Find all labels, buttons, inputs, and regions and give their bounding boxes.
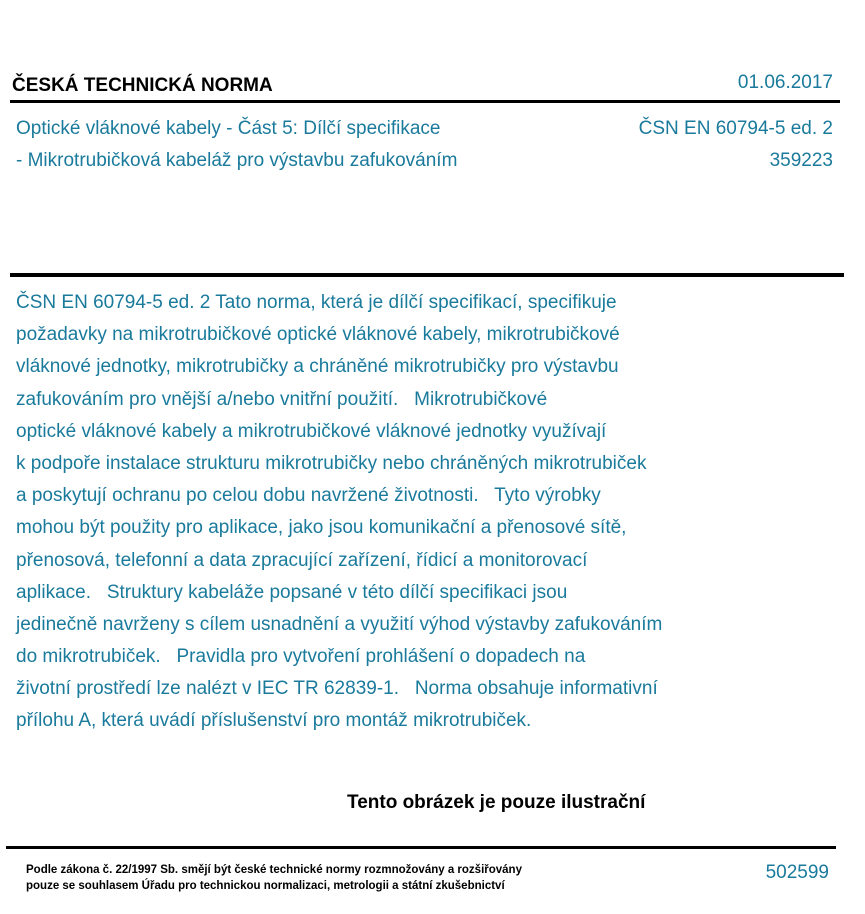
standard-title-line-2: - Mikrotrubičková kabeláž pro výstavbu zafukováním (16, 150, 458, 171)
abstract-line: životní prostředí lze nalézt v IEC TR 62839-1. Norma obsahuje informativní (16, 678, 658, 700)
catalog-number: 359223 (769, 150, 833, 171)
abstract-line: přenosová, telefonní a data zpracující zařízení, řídicí a monitorovací (16, 549, 588, 571)
abstract-line: jedinečně navrženy s cílem usnadnění a využití výhod výstavby zafukováním (16, 613, 663, 635)
abstract-text (16, 287, 776, 738)
abstract-line: do mikrotrubiček. Pravidla pro vytvoření prohlášení o dopadech na (16, 646, 586, 668)
bottom-divider (6, 846, 836, 849)
legal-notice-line-2: pouze se souhlasem Úřadu pro technickou normalizaci, metrologii a státní zkušebnictví (26, 880, 505, 892)
abstract-line: zafukováním pro vnější a/nebo vnitřní použití. Mikrotrubičkové (16, 388, 548, 410)
abstract-line: požadavky na mikrotrubičkové optické vláknové kabely, mikrotrubičkové (16, 324, 620, 346)
abstract-line: mohou být použity pro aplikace, jako jsou komunikační a přenosové sítě, (16, 517, 627, 539)
publication-date: 01.06.2017 (737, 72, 833, 93)
abstract-line: ČSN EN 60794-5 ed. 2 Tato norma, která je dílčí specifikací, specifikuje (16, 292, 617, 313)
abstract-line: a poskytují ochranu po celou dobu navržené životnosti. Tyto výrobky (16, 485, 601, 507)
standard-title-line-1: Optické vláknové kabely - Část 5: Dílčí specifikace (16, 118, 441, 139)
abstract-line: optické vláknové kabely a mikrotrubičkové vláknové jednotky využívají (16, 420, 607, 442)
illustration-disclaimer: Tento obrázek je pouze ilustrační (347, 792, 646, 813)
abstract-line: k podpoře instalace strukturu mikrotrubičky nebo chráněných mikrotrubiček (16, 452, 647, 474)
document-type-heading: ČESKÁ TECHNICKÁ NORMA (12, 75, 273, 96)
abstract-line: vláknové jednotky, mikrotrubičky a chráněné mikrotrubičky pro výstavbu (16, 356, 619, 378)
standard-number: ČSN EN 60794-5 ed. 2 (638, 118, 833, 139)
top-divider (10, 100, 840, 103)
document-number: 502599 (765, 862, 829, 883)
legal-notice-line-1: Podle zákona č. 22/1997 Sb. smějí být české technické normy rozmnožovány a rozšiřovány (26, 864, 522, 876)
abstract-line: přílohu A, která uvádí příslušenství pro montáž mikrotrubiček. (16, 710, 532, 732)
middle-divider (10, 273, 844, 277)
abstract-line: aplikace. Struktury kabeláže popsané v této dílčí specifikaci jsou (16, 581, 568, 603)
